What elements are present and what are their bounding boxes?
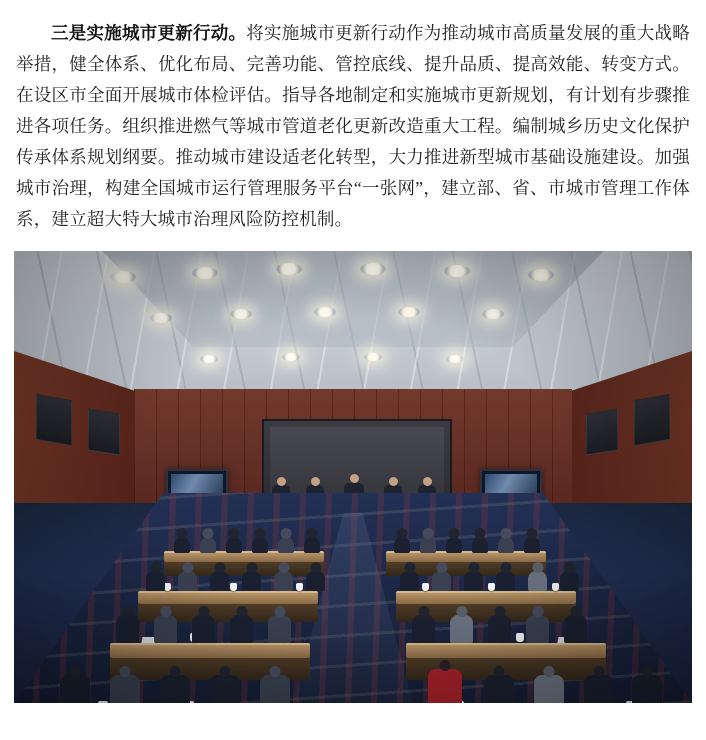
ceiling-light <box>282 353 300 361</box>
water-cup <box>488 583 495 591</box>
ceiling-light <box>482 309 504 319</box>
attendee <box>174 537 190 553</box>
attendee <box>230 615 253 643</box>
attendee <box>394 537 410 553</box>
ceiling-light <box>314 307 336 317</box>
attendee <box>484 675 514 703</box>
attendee <box>464 571 483 591</box>
attendee <box>498 537 514 553</box>
attendee <box>472 537 488 553</box>
attendee <box>110 675 140 703</box>
water-cup <box>296 583 303 591</box>
audience-table <box>396 591 576 604</box>
presidium-seat-head <box>350 474 359 483</box>
attendee <box>526 615 549 643</box>
attendee <box>210 675 240 703</box>
article-body <box>0 0 706 235</box>
attendee <box>146 571 165 591</box>
ceiling-light <box>444 265 470 277</box>
ceiling-light <box>276 263 302 275</box>
attendee <box>420 537 436 553</box>
attendee <box>524 537 540 553</box>
water-cup <box>98 701 108 703</box>
attendee <box>632 675 662 703</box>
attendee <box>432 571 451 591</box>
wall-panel <box>36 394 72 446</box>
attendee <box>488 615 511 643</box>
attendee <box>564 615 587 643</box>
wall-panel <box>586 408 618 455</box>
audience-table <box>406 643 606 658</box>
ceiling-light <box>110 271 136 283</box>
attendee <box>534 675 564 703</box>
water-cup <box>164 583 171 591</box>
conference-hall-image <box>14 251 692 703</box>
ceiling-light <box>446 355 464 363</box>
attendee <box>200 537 216 553</box>
water-cup <box>422 583 429 591</box>
audience-table <box>386 551 546 562</box>
attendee <box>242 571 261 591</box>
attendee <box>210 571 229 591</box>
presidium-seat-head <box>389 477 398 486</box>
ceiling-light <box>150 313 172 323</box>
ceiling-light <box>528 269 554 281</box>
attendee <box>192 615 215 643</box>
water-cup <box>230 583 237 591</box>
attendee <box>412 615 435 643</box>
presidium-seat-head <box>311 477 320 486</box>
audience-table <box>110 643 310 658</box>
ceiling-light <box>192 267 218 279</box>
attendee <box>260 675 290 703</box>
attendee <box>306 571 325 591</box>
attendee <box>584 675 614 703</box>
ceiling-light <box>398 307 420 317</box>
attendee <box>274 571 293 591</box>
attendee <box>560 571 579 591</box>
attendee <box>116 615 139 643</box>
ceiling-light <box>230 309 252 319</box>
ceiling-light <box>360 263 386 275</box>
paragraph-city-renewal <box>16 18 690 235</box>
attendee <box>304 537 320 553</box>
presidium-seat-head <box>423 477 432 486</box>
paragraph-text: 将实施城市更新行动作为推动城市高质量发展的重大战略举措，健全体系、优化布局、完善功能、管控底线、提升品质、提高效能、转变方式。在设区市全面开展城市体检评估。指导各地制定和实施城市更新规划，有计划有步骤推进各项任务。组织推进燃气等城市管道老化更新改造重大工程。编制城乡历史文化保护传承体系规划纲要。推动城市建设适老化转型，大力推进新型城市基础设施建设。加强城市治理，构建全国城市运行管理服务平台“一张网”，建立部、省、市城市管理工作体系，建立超大特大城市治理风险防控机制。 <box>16 23 690 229</box>
attendee <box>60 675 90 703</box>
attendee <box>496 571 515 591</box>
attendee <box>446 537 462 553</box>
wall-panel <box>88 408 120 455</box>
attendee <box>400 571 419 591</box>
attendee <box>278 537 294 553</box>
figure-conference-photo <box>14 251 692 703</box>
attendee-red-coat <box>428 669 462 703</box>
attendee <box>154 615 177 643</box>
wall-panel <box>634 394 670 446</box>
attendee <box>268 615 291 643</box>
presidium-seat-head <box>277 477 286 486</box>
attendee <box>226 537 242 553</box>
ceiling-light <box>364 353 382 361</box>
ceiling-light <box>200 355 218 363</box>
paragraph-lead: 三是实施城市更新行动。 <box>51 23 247 43</box>
attendee <box>528 571 547 591</box>
water-cup <box>552 583 559 591</box>
attendee <box>160 675 190 703</box>
attendee <box>178 571 197 591</box>
water-cup <box>516 633 524 642</box>
audience-table <box>138 591 318 604</box>
attendee <box>252 537 268 553</box>
attendee <box>450 615 473 643</box>
